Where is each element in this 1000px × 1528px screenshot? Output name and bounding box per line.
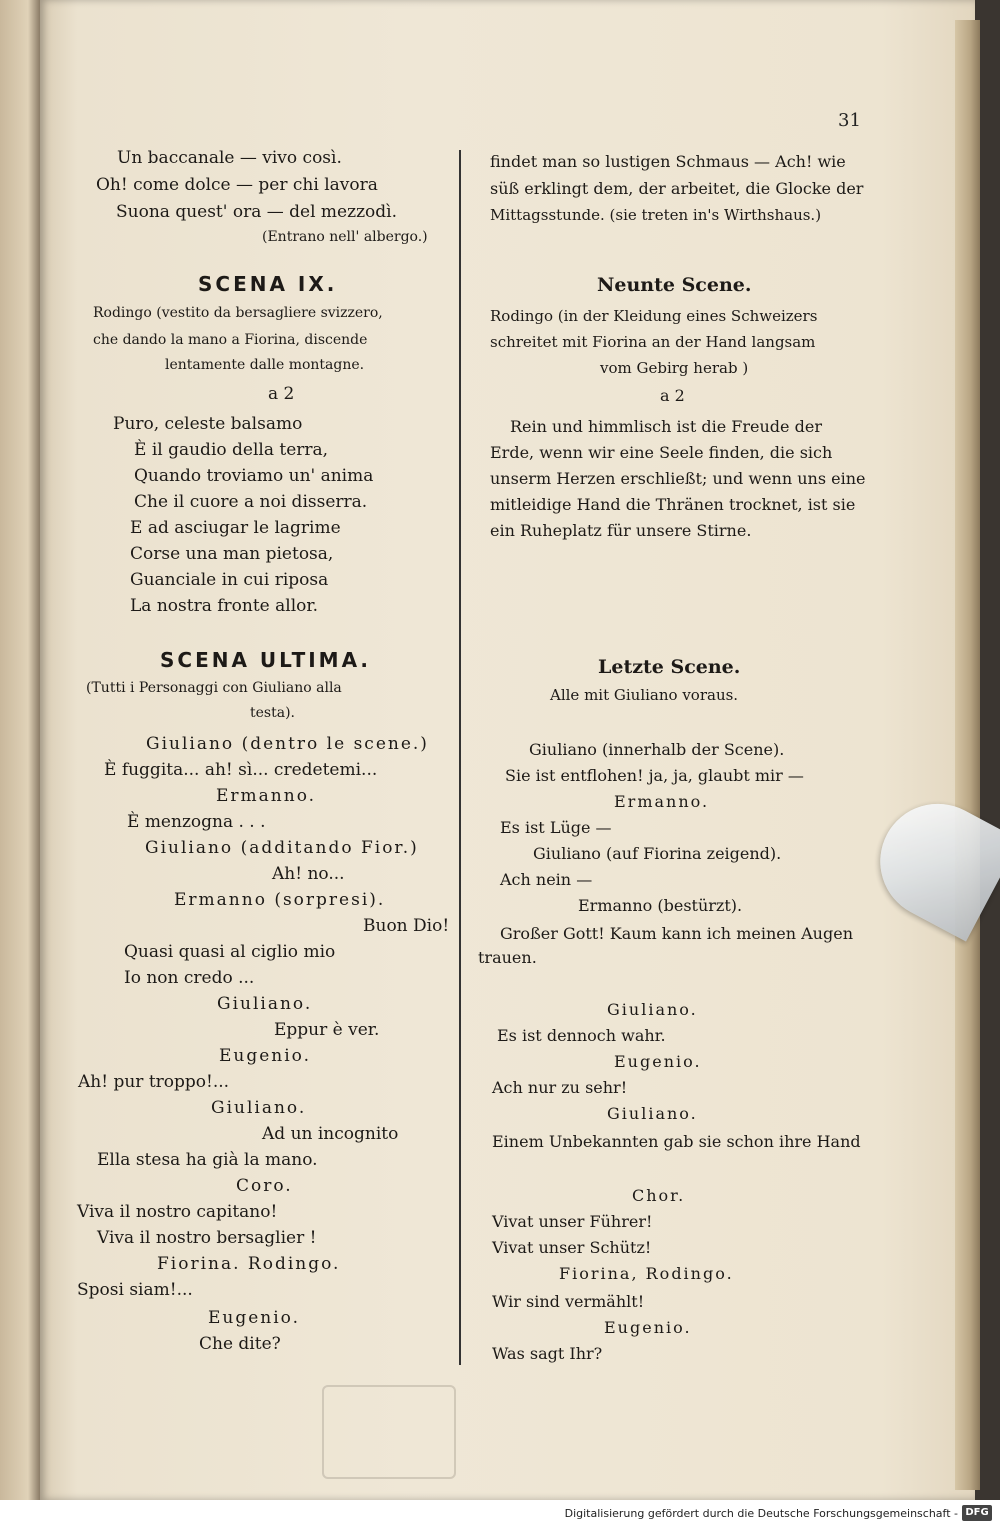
speaker-line: Ermanno (sorpresi). bbox=[174, 890, 386, 910]
stage-direction: (Entrano nell' albergo.) bbox=[262, 229, 428, 245]
verse-line: Ah! pur troppo!... bbox=[78, 1072, 230, 1092]
speaker-name: Ermanno. bbox=[216, 786, 317, 806]
speaker-name: Fiorina. Rodingo. bbox=[157, 1254, 341, 1274]
page-number: 31 bbox=[838, 110, 861, 131]
text-line: Oh! come dolce — per chi lavora bbox=[96, 175, 378, 195]
text-line: unserm Herzen erschließt; und wenn uns eine bbox=[490, 469, 866, 488]
verse-line: Ach nur zu sehr! bbox=[492, 1078, 628, 1097]
column-divider bbox=[459, 150, 461, 1365]
text-line: süß erklingt dem, der arbeitet, die Glocke der bbox=[490, 179, 864, 198]
library-stamp bbox=[322, 1385, 456, 1479]
speaker-name: Eugenio. bbox=[604, 1318, 692, 1337]
speaker-name: Giuliano. bbox=[607, 1000, 698, 1019]
verse-line: Io non credo ... bbox=[124, 968, 255, 988]
speaker-line: Ermanno (bestürzt). bbox=[578, 896, 743, 915]
verse-line: Großer Gott! Kaum kann ich meinen Augen bbox=[500, 924, 853, 943]
text-line: Alle mit Giuliano voraus. bbox=[550, 686, 739, 704]
verse-line: Sie ist entflohen! ja, ja, glaubt mir — bbox=[505, 766, 804, 785]
verse-line: Che dite? bbox=[199, 1334, 281, 1354]
verse-line: Sposi siam!... bbox=[77, 1280, 193, 1300]
text-line: Rodingo (in der Kleidung eines Schweizers bbox=[490, 307, 818, 325]
text-line: ein Ruheplatz für unsere Stirne. bbox=[490, 521, 752, 540]
text-line: vom Gebirg herab ) bbox=[600, 359, 749, 377]
verse-line: È fuggita... ah! sì... credetemi... bbox=[104, 760, 378, 780]
speaker-name: Giuliano. bbox=[211, 1098, 307, 1118]
text-line: Un baccanale — vivo così. bbox=[117, 148, 342, 168]
verse-line: È menzogna . . . bbox=[127, 812, 266, 832]
speaker-name: Fiorina, Rodingo. bbox=[559, 1264, 734, 1283]
speaker-name: Coro. bbox=[236, 1176, 293, 1196]
speaker-name: Chor. bbox=[632, 1186, 686, 1205]
text-line: che dando la mano a Fiorina, discende bbox=[93, 332, 368, 348]
text-line: Mittagsstunde. (sie treten in's Wirthshaus.) bbox=[490, 206, 822, 224]
verse-line: E ad asciugar le lagrime bbox=[130, 518, 341, 538]
text-line: Erde, wenn wir eine Seele finden, die sich bbox=[490, 443, 833, 462]
text-line: findet man so lustigen Schmaus — Ach! wie bbox=[490, 152, 846, 171]
scene-heading: Neunte Scene. bbox=[597, 274, 752, 296]
text-line: lentamente dalle montagne. bbox=[165, 357, 365, 373]
speaker-name: Ermanno. bbox=[614, 792, 710, 811]
verse-line: Vivat unser Schütz! bbox=[492, 1238, 652, 1257]
speaker-name: Giuliano. bbox=[217, 994, 313, 1014]
speaker-name: Eugenio. bbox=[208, 1308, 301, 1328]
text-line: Rein und himmlisch ist die Freude der bbox=[510, 417, 822, 436]
verse-line: Che il cuore a noi disserra. bbox=[134, 492, 368, 512]
verse-line: Viva il nostro bersaglier ! bbox=[97, 1228, 317, 1248]
verse-line: La nostra fronte allor. bbox=[130, 596, 319, 616]
scene-heading: Letzte Scene. bbox=[598, 656, 741, 678]
verse-line: Puro, celeste balsamo bbox=[113, 414, 303, 434]
speaker-line: Giuliano (dentro le scene.) bbox=[146, 734, 429, 754]
dfg-logo: DFG bbox=[962, 1505, 992, 1521]
verse-line: Guanciale in cui riposa bbox=[130, 570, 329, 590]
verse-line: Ach nein — bbox=[500, 870, 593, 889]
text-line: testa). bbox=[250, 705, 295, 721]
footer-credit: Digitalisierung gefördert durch die Deutsche Forschungsgemeinschaft - bbox=[564, 1507, 958, 1520]
verse-line: Viva il nostro capitano! bbox=[77, 1202, 278, 1222]
speaker-line: Giuliano (innerhalb der Scene). bbox=[529, 740, 785, 759]
verse-line: Buon Dio! bbox=[363, 916, 450, 936]
text-line: a 2 bbox=[268, 384, 295, 404]
speaker-line: Giuliano (additando Fior.) bbox=[145, 838, 419, 858]
text-line: (Tutti i Personaggi con Giuliano alla bbox=[86, 680, 342, 696]
speaker-name: Eugenio. bbox=[219, 1046, 312, 1066]
page-stack-edge bbox=[955, 20, 980, 1490]
verse-line: Quasi quasi al ciglio mio bbox=[124, 942, 336, 962]
verse-line: Ah! no... bbox=[272, 864, 345, 884]
verse-line: Es ist dennoch wahr. bbox=[497, 1026, 666, 1045]
verse-line: Eppur è ver. bbox=[274, 1020, 380, 1040]
verse-line: Es ist Lüge — bbox=[500, 818, 612, 837]
speaker-name: Giuliano. bbox=[607, 1104, 698, 1123]
scene-heading: SCENA IX. bbox=[198, 272, 338, 296]
verse-line: trauen. bbox=[478, 948, 537, 967]
verse-line: Ella stesa ha già la mano. bbox=[97, 1150, 318, 1170]
verse-line: Einem Unbekannten gab sie schon ihre Hand bbox=[492, 1132, 861, 1151]
text-line: Suona quest' ora — del mezzodì. bbox=[116, 202, 397, 222]
speaker-line: Giuliano (auf Fiorina zeigend). bbox=[533, 844, 782, 863]
verse-line: Corse una man pietosa, bbox=[130, 544, 334, 564]
scene-heading: SCENA ULTIMA. bbox=[160, 648, 372, 672]
previous-page-edge bbox=[0, 0, 40, 1500]
speaker-name: Eugenio. bbox=[614, 1052, 702, 1071]
verse-line: Ad un incognito bbox=[262, 1124, 399, 1144]
verse-line: Vivat unser Führer! bbox=[492, 1212, 653, 1231]
verse-line: Wir sind vermählt! bbox=[492, 1292, 645, 1311]
verse-line: È il gaudio della terra, bbox=[134, 440, 329, 460]
text-line: Rodingo (vestito da bersagliere svizzero, bbox=[93, 305, 383, 321]
text-line: schreitet mit Fiorina an der Hand langsam bbox=[490, 333, 816, 351]
text-line: mitleidige Hand die Thränen trocknet, ist sie bbox=[490, 495, 856, 514]
verse-line: Quando troviamo un' anima bbox=[134, 466, 374, 486]
verse-line: Was sagt Ihr? bbox=[492, 1344, 603, 1363]
text-line: a 2 bbox=[660, 386, 685, 405]
